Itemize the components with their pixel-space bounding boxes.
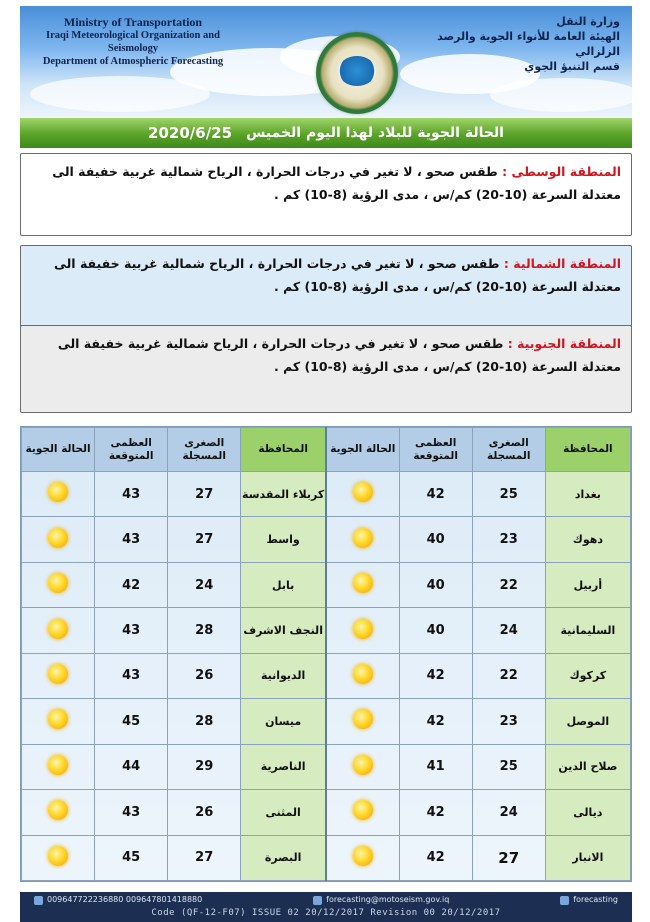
table-row (22, 699, 631, 744)
max-temp: 42 (399, 472, 472, 517)
weather-condition (22, 699, 95, 744)
header-province: المحافظة (545, 428, 630, 472)
table-header-row (22, 428, 631, 472)
header-banner (20, 6, 632, 118)
max-temp: 45 (95, 699, 168, 744)
table-row (22, 835, 631, 881)
weather-condition (326, 562, 399, 607)
org-name-arabic (420, 14, 620, 74)
province-name: البصرة (241, 835, 326, 881)
max-temp: 43 (95, 653, 168, 698)
province-name: واسط (241, 517, 326, 562)
sun-icon (353, 846, 373, 866)
document-code: Code (QF-12-F07) ISSUE 02 20/12/2017 Revision 00 20/12/2017 (151, 908, 501, 918)
weather-condition (326, 517, 399, 562)
max-temp: 40 (399, 608, 472, 653)
sun-icon (48, 573, 68, 593)
header-min-temp: الصغرى المسجلة (168, 428, 241, 472)
header-condition: الحالة الجوية (22, 428, 95, 472)
facebook-handle[interactable]: forecasting (573, 895, 618, 904)
min-temp: 27 (168, 835, 241, 881)
province-name: الموصل (545, 699, 630, 744)
max-temp: 44 (95, 744, 168, 789)
table-row (22, 562, 631, 607)
footer-phone (34, 894, 202, 906)
sun-icon (48, 846, 68, 866)
sun-icon (48, 619, 68, 639)
region-forecast-text: طقس صحو ، لا تغير في درجات الحرارة ، الرياح شمالية غربية خفيفة الى معتدلة السرعة (10-20) كم/س ، مدى الرؤية (8-10) كم . (53, 256, 621, 294)
ministry-name-en: Ministry of Transportation (63, 15, 203, 29)
phone-icon (34, 896, 43, 905)
weather-condition (326, 744, 399, 789)
province-name: كركوك (545, 653, 630, 698)
sun-icon (353, 619, 373, 639)
weather-condition (22, 835, 95, 881)
min-temp: 26 (168, 790, 241, 835)
sun-icon (48, 528, 68, 548)
region-forecast-central (20, 153, 632, 236)
sun-icon (48, 664, 68, 684)
organization-name-en: Iraqi Meteorological Organization and Seismology (46, 30, 220, 54)
min-temp: 23 (472, 699, 545, 744)
table-row (22, 653, 631, 698)
sun-icon (48, 800, 68, 820)
min-temp: 29 (168, 744, 241, 789)
footer (20, 892, 632, 922)
sun-icon (353, 573, 373, 593)
max-temp: 42 (95, 562, 168, 607)
weather-condition (22, 517, 95, 562)
min-temp: 22 (472, 562, 545, 607)
weather-condition (22, 744, 95, 789)
table-row (22, 472, 631, 517)
sun-icon (353, 709, 373, 729)
weather-condition (22, 790, 95, 835)
min-temp: 25 (472, 472, 545, 517)
department-name-ar: قسم التنبؤ الجوي (524, 60, 620, 73)
max-temp: 43 (95, 608, 168, 653)
min-temp: 24 (168, 562, 241, 607)
min-temp: 28 (168, 608, 241, 653)
min-temp: 24 (472, 608, 545, 653)
sun-icon (353, 800, 373, 820)
min-temp: 22 (472, 653, 545, 698)
weather-condition (22, 562, 95, 607)
table-row (22, 790, 631, 835)
region-forecast-south (20, 325, 632, 413)
province-name: ميسان (241, 699, 326, 744)
region-forecast-north (20, 245, 632, 328)
email-icon (313, 896, 322, 905)
province-name: بابل (241, 562, 326, 607)
header-condition: الحالة الجوية (326, 428, 399, 472)
sun-icon (353, 528, 373, 548)
footer-email[interactable] (313, 894, 449, 906)
weather-condition (326, 653, 399, 698)
max-temp: 40 (399, 517, 472, 562)
min-temp: 26 (168, 653, 241, 698)
province-name: صلاح الدين (545, 744, 630, 789)
max-temp: 43 (95, 517, 168, 562)
province-name: النجف الاشرف (241, 608, 326, 653)
logo-emblem (338, 56, 376, 86)
max-temp: 42 (399, 790, 472, 835)
header-min-temp: الصغرى المسجلة (472, 428, 545, 472)
province-name: المثنى (241, 790, 326, 835)
weather-condition (326, 608, 399, 653)
page-title: الحالة الجوية للبلاد لهذا اليوم الخميس (246, 125, 504, 141)
max-temp: 43 (95, 472, 168, 517)
phone-numbers: 009647722236880 009647801418880 (47, 895, 203, 904)
table-row (22, 608, 631, 653)
province-name: ديالى (545, 790, 630, 835)
province-name: كربلاء المقدسة (241, 472, 326, 517)
header-max-temp: العظمى المتوقعة (399, 428, 472, 472)
weather-condition (326, 835, 399, 881)
max-temp: 41 (399, 744, 472, 789)
forecast-date: 2020/6/25 (148, 124, 233, 142)
header-province: المحافظة (241, 428, 326, 472)
province-name: بغداد (545, 472, 630, 517)
min-temp: 27 (168, 472, 241, 517)
min-temp: 27 (168, 517, 241, 562)
city-temperatures-table (20, 426, 632, 882)
min-temp: 24 (472, 790, 545, 835)
province-name: الديوانية (241, 653, 326, 698)
sun-icon (353, 664, 373, 684)
province-name: أربيل (545, 562, 630, 607)
region-name: المنطقة الشمالية : (503, 256, 621, 271)
max-temp: 45 (95, 835, 168, 881)
table-row (22, 517, 631, 562)
ministry-name-ar: وزارة النقل (556, 15, 620, 28)
sun-icon (48, 709, 68, 729)
max-temp: 42 (399, 835, 472, 881)
min-temp: 25 (472, 744, 545, 789)
weather-condition (326, 472, 399, 517)
table-row (22, 744, 631, 789)
email-address[interactable]: forecasting@motoseism.gov.iq (326, 895, 450, 904)
sun-icon (353, 755, 373, 775)
facebook-icon (560, 896, 569, 905)
min-temp: 23 (472, 517, 545, 562)
cloud-decoration (490, 78, 632, 112)
cloud-decoration (30, 76, 210, 112)
sun-icon (353, 482, 373, 502)
min-temp: 27 (472, 835, 545, 881)
weather-condition (326, 699, 399, 744)
min-temp: 28 (168, 699, 241, 744)
max-temp: 40 (399, 562, 472, 607)
region-forecast-text: طقس صحو ، لا تغير في درجات الحرارة ، الرياح شمالية غربية خفيفة الى معتدلة السرعة (10-20) كم/س ، مدى الرؤية (8-10) كم . (52, 164, 621, 202)
title-bar (20, 118, 632, 148)
sun-icon (48, 755, 68, 775)
max-temp: 42 (399, 653, 472, 698)
region-name: المنطقة الجنوبية : (507, 336, 621, 351)
province-name: دهوك (545, 517, 630, 562)
region-name: المنطقة الوسطى : (502, 164, 621, 179)
weather-condition (22, 608, 95, 653)
max-temp: 42 (399, 699, 472, 744)
weather-condition (326, 790, 399, 835)
weather-condition (22, 472, 95, 517)
region-forecast-text: طقس صحو ، لا تغير في درجات الحرارة ، الرياح شمالية غربية خفيفة الى معتدلة السرعة (10-20) كم/س ، مدى الرؤية (8-10) كم . (57, 336, 621, 374)
org-name-english (28, 16, 238, 68)
province-name: الناصرية (241, 744, 326, 789)
province-name: السليمانية (545, 608, 630, 653)
organization-logo (316, 32, 398, 114)
organization-name-ar: الهيئة العامة للأنواء الجوية والرصد الزلزالي (437, 30, 620, 58)
department-name-en: Department of Atmospheric Forecasting (42, 56, 224, 67)
footer-facebook[interactable] (560, 894, 618, 906)
max-temp: 43 (95, 790, 168, 835)
province-name: الانبار (545, 835, 630, 881)
sun-icon (48, 482, 68, 502)
weather-condition (22, 653, 95, 698)
header-max-temp: العظمى المتوقعة (95, 428, 168, 472)
